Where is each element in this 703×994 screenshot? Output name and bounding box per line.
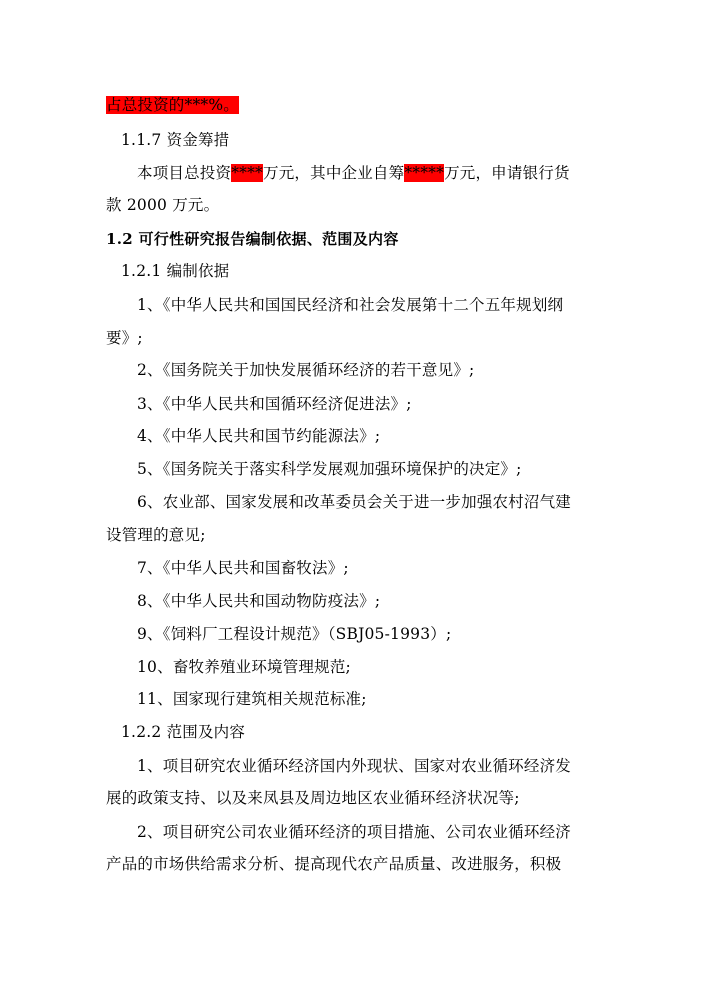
basis-item-1: 1、《中华人民共和国国民经济和社会发展第十二个五年规划纲: [137, 296, 564, 314]
scope-item-1: 1、项目研究农业循环经济国内外现状、国家对农业循环经济发: [137, 757, 571, 775]
basis-item-1-cont: 要》;: [106, 329, 143, 347]
heading-1-2-1: 1.2.1 编制依据: [121, 262, 230, 280]
investment-share-placeholder: ***%。: [184, 96, 239, 114]
scope-item-1-cont: 展的政策支持、以及来凤县及周边地区农业循环经济状况等;: [106, 789, 520, 807]
scope-item-2-cont: 产品的市场供给需求分析、提高现代农产品质量、改进服务，积极: [106, 855, 562, 873]
investment-share-text: 占总投资的: [106, 96, 185, 114]
basis-item-10: 10、畜牧养殖业环境管理规范;: [137, 658, 351, 676]
funding-text-2: 万元，其中企业自筹: [263, 164, 405, 182]
basis-item-9: 9、《饲料厂工程设计规范》（SBJ05-1993）;: [137, 625, 452, 643]
scope-item-2: 2、项目研究公司农业循环经济的项目措施、公司农业循环经济: [137, 823, 571, 841]
funding-text-3: 万元，申请银行货: [444, 164, 570, 182]
paragraph-funding-cont: 款 2000 万元。: [106, 196, 220, 214]
basis-item-7: 7、《中华人民共和国畜牧法》;: [137, 559, 349, 577]
basis-item-3: 3、《中华人民共和国循环经济促进法》;: [137, 395, 412, 413]
paragraph-investment-share: [106, 94, 239, 116]
basis-item-5: 5、《国务院关于落实科学发展观加强环境保护的决定》;: [137, 460, 522, 478]
funding-total-placeholder: ****: [231, 164, 264, 182]
funding-text-1: 本项目总投资: [137, 164, 232, 182]
heading-1-1-7: 1.1.7 资金筹措: [121, 131, 230, 149]
basis-item-4: 4、《中华人民共和国节约能源法》;: [137, 427, 381, 445]
basis-item-2: 2、《国务院关于加快发展循环经济的若干意见》;: [137, 361, 475, 379]
basis-item-8: 8、《中华人民共和国动物防疫法》;: [137, 592, 381, 610]
highlighted-text: [106, 96, 239, 114]
basis-item-6: 6、农业部、国家发展和改革委员会关于进一步加强农村沼气建: [137, 493, 571, 511]
heading-1-2-2: 1.2.2 范围及内容: [121, 723, 246, 741]
paragraph-funding: [137, 162, 570, 184]
basis-item-11: 11、国家现行建筑相关规范标准;: [137, 690, 367, 708]
basis-item-6-cont: 设管理的意见;: [106, 526, 206, 544]
heading-1-2: 1.2 可行性研究报告编制依据、范围及内容: [106, 230, 399, 248]
funding-self-placeholder: *****: [404, 164, 445, 182]
